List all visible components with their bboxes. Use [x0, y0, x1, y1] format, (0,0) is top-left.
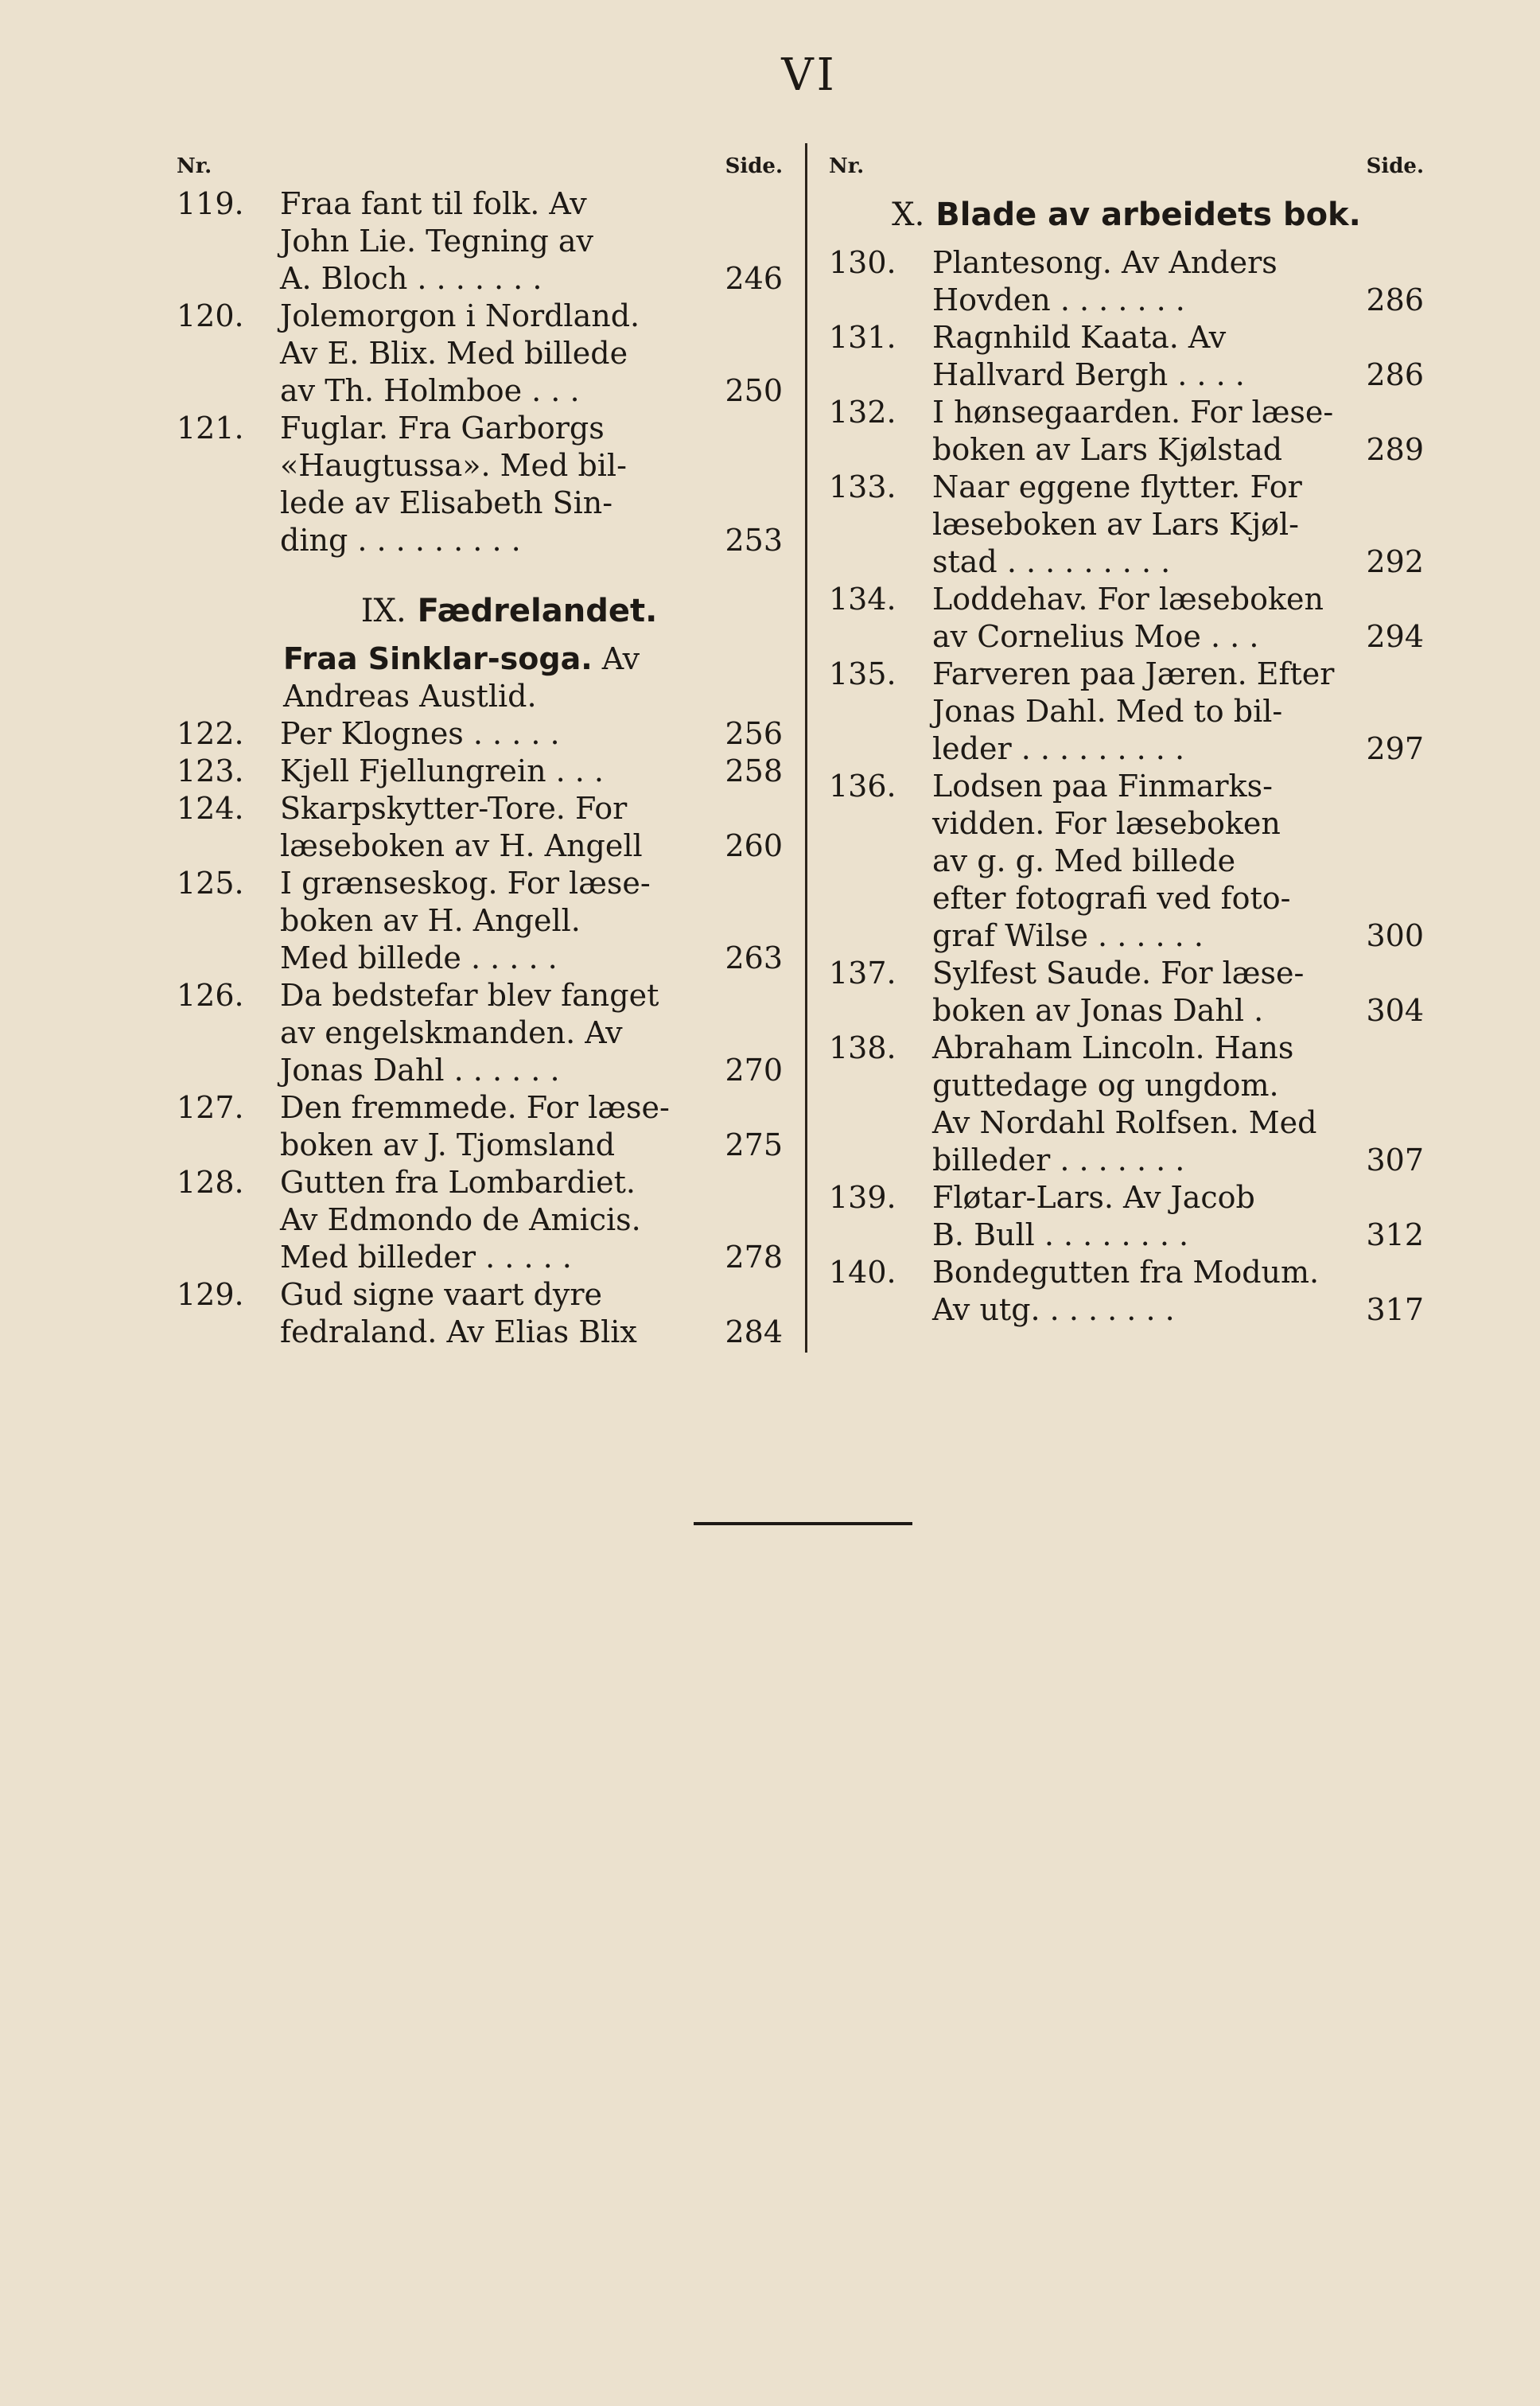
entry-number: 139. [829, 1180, 896, 1215]
left-header [177, 147, 783, 185]
entry-page: 289 [1366, 432, 1424, 467]
right-column [829, 147, 1424, 1329]
entry-title-line: stad . . . . . . . . . [932, 544, 1171, 579]
entry-title-line: Loddehav. For læseboken [932, 582, 1324, 617]
entry-page: 284 [725, 1314, 783, 1349]
toc-list [177, 715, 783, 1351]
entry-title-line: av Cornelius Moe . . . [932, 619, 1259, 654]
entry-page: 317 [1366, 1292, 1424, 1327]
entry-title-line: av g. g. Med billede [932, 843, 1236, 878]
entry-number: 125. [177, 866, 244, 901]
entry-title-line: Av Edmondo de Amicis. [280, 1202, 641, 1237]
entry-title [932, 768, 1362, 955]
entry-title-line: boken av Lars Kjølstad [932, 432, 1283, 467]
entry-number: 122. [177, 716, 244, 751]
entry-title-line: I hønsegaarden. For læse- [932, 395, 1334, 430]
entry-title-line: Ragnhild Kaata. Av [932, 320, 1227, 355]
entry-title-line: Fraa fant til folk. Av [280, 186, 587, 221]
entry-number: 140. [829, 1255, 896, 1290]
entry-title [932, 955, 1362, 1030]
subheading-author: Andreas Austlid. [283, 679, 537, 714]
entry-title [932, 394, 1362, 469]
entry-title-line: boken av Jonas Dahl . [932, 993, 1264, 1028]
entry-title-line: Naar eggene flytter. For [932, 469, 1302, 504]
section-title [829, 185, 1424, 244]
entry-number: 121. [177, 411, 244, 446]
entry-number: 132. [829, 395, 896, 430]
toc-list [177, 185, 783, 559]
entry-page: 263 [725, 940, 783, 975]
toc-entry [829, 1254, 1424, 1329]
entry-title-line: John Lie. Tegning av [280, 224, 594, 259]
entry-title [932, 1030, 1362, 1179]
entry-title-line: Skarpskytter-Tore. For [280, 791, 628, 826]
toc-entry [177, 1276, 783, 1351]
entry-title-line: Hovden . . . . . . . [932, 282, 1185, 317]
entry-title-line: leder . . . . . . . . . [932, 731, 1185, 766]
entry-title [932, 469, 1362, 581]
entry-title-line: Farveren paa Jæren. Efter [932, 656, 1335, 691]
entry-title-line: av engelskmanden. Av [280, 1015, 623, 1050]
entry-number: 126. [177, 978, 244, 1013]
side-label: Side. [725, 154, 783, 178]
entry-title-line: «Haugtussa». Med bil- [280, 448, 627, 483]
entry-title-line: Lodsen paa Finmarks- [932, 769, 1273, 804]
entry-title [280, 1276, 721, 1351]
entry-title-line: Plantesong. Av Anders [932, 245, 1278, 280]
entry-page: 294 [1366, 619, 1424, 654]
section-name: Fædrelandet. [417, 593, 658, 629]
entry-title-line: efter fotografi ved foto- [932, 881, 1291, 916]
entry-title-line: I grænseskog. For læse- [280, 866, 651, 901]
entry-title [280, 977, 721, 1089]
entry-title [932, 1254, 1362, 1329]
entry-title-line: Med billede . . . . . [280, 940, 558, 975]
entry-title-line: boken av H. Angell. [280, 903, 581, 938]
entry-title-line: læseboken av Lars Kjøl- [932, 507, 1300, 542]
entry-page: 312 [1366, 1217, 1424, 1252]
entry-title-line: B. Bull . . . . . . . . [932, 1217, 1189, 1252]
entry-title-line: fedraland. Av Elias Blix [280, 1314, 637, 1349]
toc-entry [829, 1179, 1424, 1254]
toc-entry [177, 1089, 783, 1164]
entry-title-line: Med billeder . . . . . [280, 1240, 572, 1275]
entry-number: 120. [177, 298, 244, 333]
entry-title-line: Hallvard Bergh . . . . [932, 357, 1245, 392]
toc-entry [829, 656, 1424, 768]
end-rule [694, 1522, 912, 1525]
entry-title [932, 319, 1362, 394]
toc-entry [829, 244, 1424, 319]
entry-number: 124. [177, 791, 244, 826]
entry-title-line: vidden. For læseboken [932, 806, 1281, 841]
toc-entry [177, 715, 783, 753]
toc-entry [177, 185, 783, 298]
entry-title-line: Jonas Dahl . . . . . . [280, 1053, 560, 1088]
entry-number: 133. [829, 469, 896, 504]
entry-title-line: Sylfest Saude. For læse- [932, 956, 1305, 991]
entry-title [280, 715, 721, 753]
entry-title-line: Av utg. . . . . . . . [932, 1292, 1175, 1327]
right-header [829, 147, 1424, 185]
entry-number: 135. [829, 656, 896, 691]
entry-title-line: Gutten fra Lombardiet. [280, 1165, 636, 1200]
entry-title [280, 410, 721, 559]
entry-title-line: boken av J. Tjomsland [280, 1127, 616, 1162]
entry-title-line: Den fremmede. For læse- [280, 1090, 670, 1125]
toc-entry [829, 581, 1424, 656]
entry-number: 136. [829, 769, 896, 804]
section-number: IX. [360, 593, 406, 629]
toc-entry [829, 469, 1424, 581]
section-number: X. [892, 197, 925, 233]
entry-page: 270 [725, 1053, 783, 1088]
column-divider [805, 143, 807, 1353]
section-name: Blade av arbeidets bok. [935, 197, 1361, 233]
entry-number: 137. [829, 956, 896, 991]
toc-entry [177, 977, 783, 1089]
entry-number: 127. [177, 1090, 244, 1125]
toc-list [829, 244, 1424, 1329]
entry-title [932, 581, 1362, 656]
entry-number: 123. [177, 753, 244, 788]
entry-page: 304 [1366, 993, 1424, 1028]
entry-number: 130. [829, 245, 896, 280]
entry-page: 258 [725, 753, 783, 788]
entry-title-line: Av Nordahl Rolfsen. Med [932, 1105, 1317, 1140]
entry-number: 128. [177, 1165, 244, 1200]
entry-title-line: Gud signe vaart dyre [280, 1277, 602, 1312]
entry-title-line: Bondegutten fra Modum. [932, 1255, 1320, 1290]
entry-number: 138. [829, 1030, 896, 1065]
entry-page: 275 [725, 1127, 783, 1162]
entry-title [932, 244, 1362, 319]
entry-title-line: Jonas Dahl. Med to bil- [932, 694, 1283, 729]
entry-title-line: graf Wilse . . . . . . [932, 918, 1204, 953]
entry-title-line: lede av Elisabeth Sin- [280, 485, 613, 520]
entry-page: 278 [725, 1240, 783, 1275]
toc-entry [177, 1164, 783, 1276]
left-column [177, 147, 783, 1351]
entry-title-line: Per Klognes . . . . . [280, 716, 560, 751]
entry-page: 286 [1366, 357, 1424, 392]
entry-page: 246 [725, 261, 783, 296]
entry-title-line: læseboken av H. Angell [280, 828, 643, 863]
entry-title-line: Av E. Blix. Med billede [280, 336, 628, 371]
entry-title-line: Fuglar. Fra Garborgs [280, 411, 605, 446]
entry-title-line: A. Bloch . . . . . . . [280, 261, 542, 296]
nr-label: Nr. [829, 154, 865, 178]
entry-title-line: billeder . . . . . . . [932, 1143, 1185, 1178]
toc-entry [177, 753, 783, 790]
entry-title-line: Fløtar-Lars. Av Jacob [932, 1180, 1255, 1215]
entry-title [280, 753, 721, 790]
entry-title-line: ding . . . . . . . . . [280, 523, 521, 558]
toc-entry [829, 394, 1424, 469]
entry-title [280, 790, 721, 865]
toc-entry [829, 768, 1424, 955]
entry-title-line: Jolemorgon i Nordland. [280, 298, 640, 333]
entry-page: 250 [725, 373, 783, 408]
entry-page: 292 [1366, 544, 1424, 579]
entry-number: 134. [829, 582, 896, 617]
entry-title-line: Da bedstefar blev fanget [280, 978, 659, 1013]
toc-entry [829, 955, 1424, 1030]
nr-label: Nr. [177, 154, 212, 178]
entry-page: 256 [725, 716, 783, 751]
subheading-title: Fraa Sinklar-soga. [283, 641, 593, 676]
entry-title [280, 865, 721, 977]
entry-page: 286 [1366, 282, 1424, 317]
entry-page: 300 [1366, 918, 1424, 953]
subheading-by: Av [601, 641, 640, 676]
entry-number: 129. [177, 1277, 244, 1312]
section-title [177, 582, 783, 640]
toc-entry [177, 298, 783, 410]
toc-entry [829, 1030, 1424, 1179]
entry-page: 260 [725, 828, 783, 863]
toc-entry [177, 865, 783, 977]
toc-entry [829, 319, 1424, 394]
entry-number: 131. [829, 320, 896, 355]
entry-title-line: Kjell Fjellungrein . . . [280, 753, 605, 788]
toc-entry [177, 410, 783, 559]
entry-page: 297 [1366, 731, 1424, 766]
entry-title [280, 1164, 721, 1276]
toc-entry [177, 790, 783, 865]
subheading [177, 640, 783, 715]
entry-page: 307 [1366, 1143, 1424, 1178]
entry-page: 253 [725, 523, 783, 558]
entry-title [280, 1089, 721, 1164]
side-label: Side. [1366, 154, 1424, 178]
entry-title [932, 656, 1362, 768]
entry-title-line: av Th. Holmboe . . . [280, 373, 580, 408]
entry-title [932, 1179, 1362, 1254]
entry-title [280, 185, 721, 298]
entry-number: 119. [177, 186, 244, 221]
entry-title [280, 298, 721, 410]
entry-title-line: guttedage og ungdom. [932, 1068, 1279, 1103]
page-number: VI [781, 49, 838, 101]
entry-title-line: Abraham Lincoln. Hans [932, 1030, 1294, 1065]
